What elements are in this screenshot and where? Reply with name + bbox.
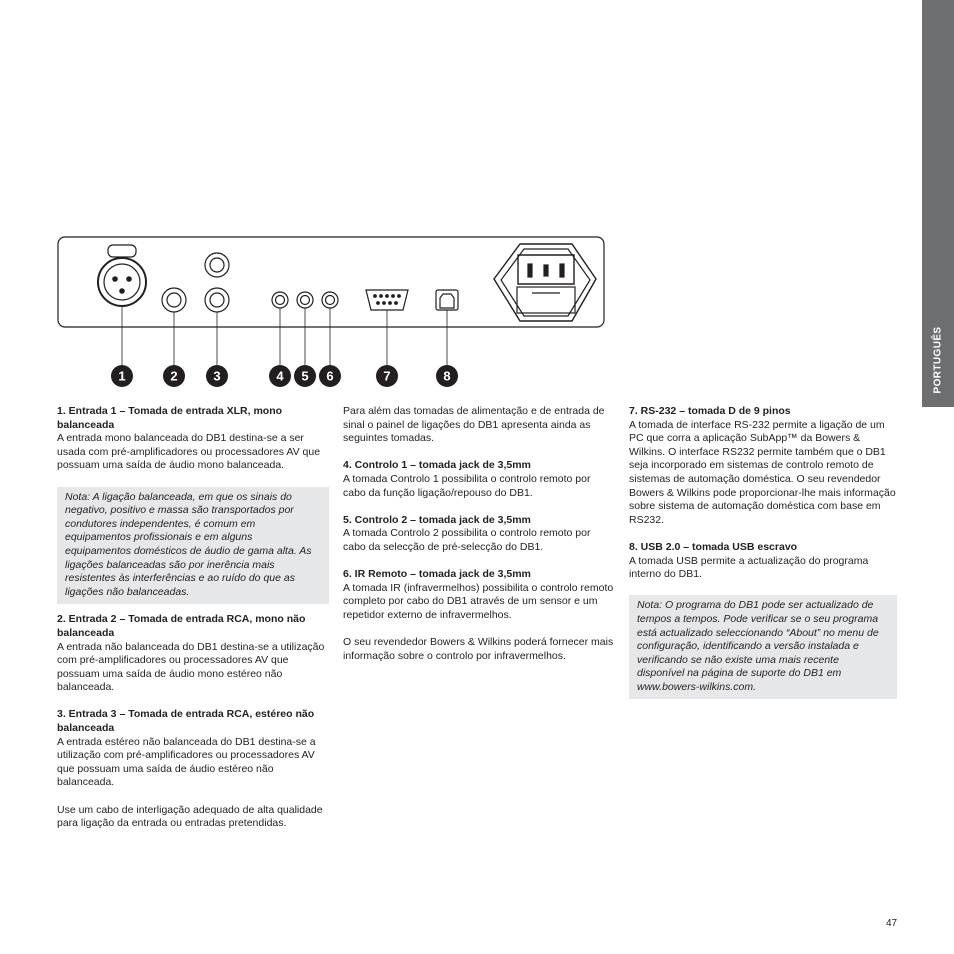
section-8-body: A tomada USB permite a actualização do programa interno do DB1.: [629, 554, 869, 581]
section-8: [629, 541, 897, 582]
intro-paragraph: Para além das tomadas de alimentação e de entrada de sinal o painel de ligações do DB1 apresenta ainda as seguintes tomadas.: [343, 405, 605, 445]
section-5-title: 5. Controlo 2 – tomada jack de 3,5mm: [343, 513, 531, 526]
callout-4-label: 4: [276, 368, 284, 384]
callout-2-label: 2: [170, 368, 178, 384]
column-2: [343, 405, 615, 677]
section-1-title: 1. Entrada 1 – Tomada de entrada XLR, mono balanceada: [57, 405, 283, 431]
section-6: [343, 568, 615, 622]
section-6-title: 6. IR Remoto – tomada jack de 3,5mm: [343, 568, 531, 581]
callout-8: [436, 365, 458, 387]
section-7-body: A tomada de interface RS-232 permite a ligação de um PC que corra a aplicação SubApp™ da Bowers & Wilkins. O interface RS232 permite também que o DB1 seja incorporado em sistemas de controlo remoto de sistemas de automação doméstica. O seu revendedor Bowers & Wilkins pode proporcionar-lhe mais informação sobre sistema de automação doméstica com base em RS232.: [629, 418, 896, 526]
callout-6: [319, 365, 341, 387]
jack-connectors: [272, 292, 338, 308]
column-1: [57, 405, 329, 844]
section-2-title: 2. Entrada 2 – Tomada de entrada RCA, mono não balanceada: [57, 613, 306, 639]
section-3-body: A entrada estéreo não balanceada do DB1 destina-se a utilização com pré-amplificadores ou processadores AV que possuam uma saída de áudio estéreo não balanceada.: [57, 735, 316, 789]
cable-advice: Use um cabo de interligação adequado de alta qualidade para ligação da entrada ou entradas pretendidas.: [57, 803, 323, 830]
page-number: 47: [886, 918, 898, 929]
rca-mono-connector: [162, 288, 186, 312]
db9-connector: [366, 290, 408, 310]
section-7: [629, 405, 897, 527]
callout-4: [269, 365, 291, 387]
section-5: [343, 514, 615, 555]
callout-3: [206, 365, 228, 387]
usb-b-connector: [436, 290, 458, 310]
section-3: [57, 708, 329, 790]
callout-2: [163, 365, 185, 387]
section-3-title: 3. Entrada 3 – Tomada de entrada RCA, estéreo não balanceada: [57, 708, 315, 735]
section-8-title: 8. USB 2.0 – tomada USB escravo: [629, 540, 798, 553]
balanced-note: Nota: A ligação balanceada, em que os sinais do negativo, positivo e massa são transportados por condutores independentes, é comum em equipamentos profissionais e em alguns equipamentos domésticos de áudio de gama alta. As ligações balanceadas são por inerência mais resistentes às interferências e ao ruído do que as ligações não balanceadas.: [57, 487, 329, 605]
rca-stereo-connectors: [205, 253, 229, 312]
section-7-title: 7. RS-232 – tomada D de 9 pinos: [629, 405, 791, 417]
callout-5: [294, 365, 316, 387]
section-6-body: A tomada IR (infravermelhos) possibilita o controlo remoto completo por cabo do DB1 através de um sensor e um repetidor externo de infravermelhos.: [343, 581, 614, 621]
firmware-note: Nota: O programa do DB1 pode ser actualizado de tempos a tempos. Pode verificar se o seu programa está actualizado seleccionando “About” no menu de configuração, identificando a versão instalada e verificando se não existe uma mais recente disponível na página de suporte do DB1 em www.bowers-wilkins.com.: [629, 595, 897, 699]
callout-8-label: 8: [443, 368, 451, 384]
callout-5-label: 5: [301, 368, 309, 384]
section-5-body: A tomada Controlo 2 possibilita o controlo remoto por cabo da selecção de pré-selecção do DB1.: [343, 527, 591, 553]
section-2: [57, 613, 329, 695]
section-4-title: 4. Controlo 1 – tomada jack de 3,5mm: [343, 459, 531, 472]
ir-advice: O seu revendedor Bowers & Wilkins poderá fornecer mais informação sobre o controlo por infravermelhos.: [343, 636, 614, 662]
section-1: [57, 405, 329, 473]
callout-7: [376, 365, 398, 387]
power-inlet: [494, 244, 596, 321]
callout-1-label: 1: [118, 368, 126, 384]
column-3: [629, 405, 897, 708]
section-4: [343, 459, 615, 500]
leader-lines: [122, 306, 447, 365]
language-tab: [922, 0, 954, 407]
callout-6-label: 6: [326, 368, 334, 384]
xlr-connector: [98, 245, 146, 306]
callout-7-label: 7: [383, 368, 391, 384]
section-1-body: A entrada mono balanceada do DB1 destina-se a ser usada com pré-amplificadores ou processadores AV que possuam uma saída de áudio mono balanceada.: [57, 432, 321, 472]
section-2-body: A entrada não balanceada do DB1 destina-se a utilização com pré-amplificadores ou processadores AV que possuam uma saída de áudio mono estéreo não balanceada.: [57, 640, 325, 694]
section-4-body: A tomada Controlo 1 possibilita o controlo remoto por cabo da função ligação/repouso do DB1.: [343, 472, 591, 499]
callout-1: [111, 365, 133, 387]
language-label: PORTUGUÊS: [932, 326, 944, 394]
rear-panel-diagram: [50, 230, 610, 400]
callout-3-label: 3: [213, 368, 221, 384]
